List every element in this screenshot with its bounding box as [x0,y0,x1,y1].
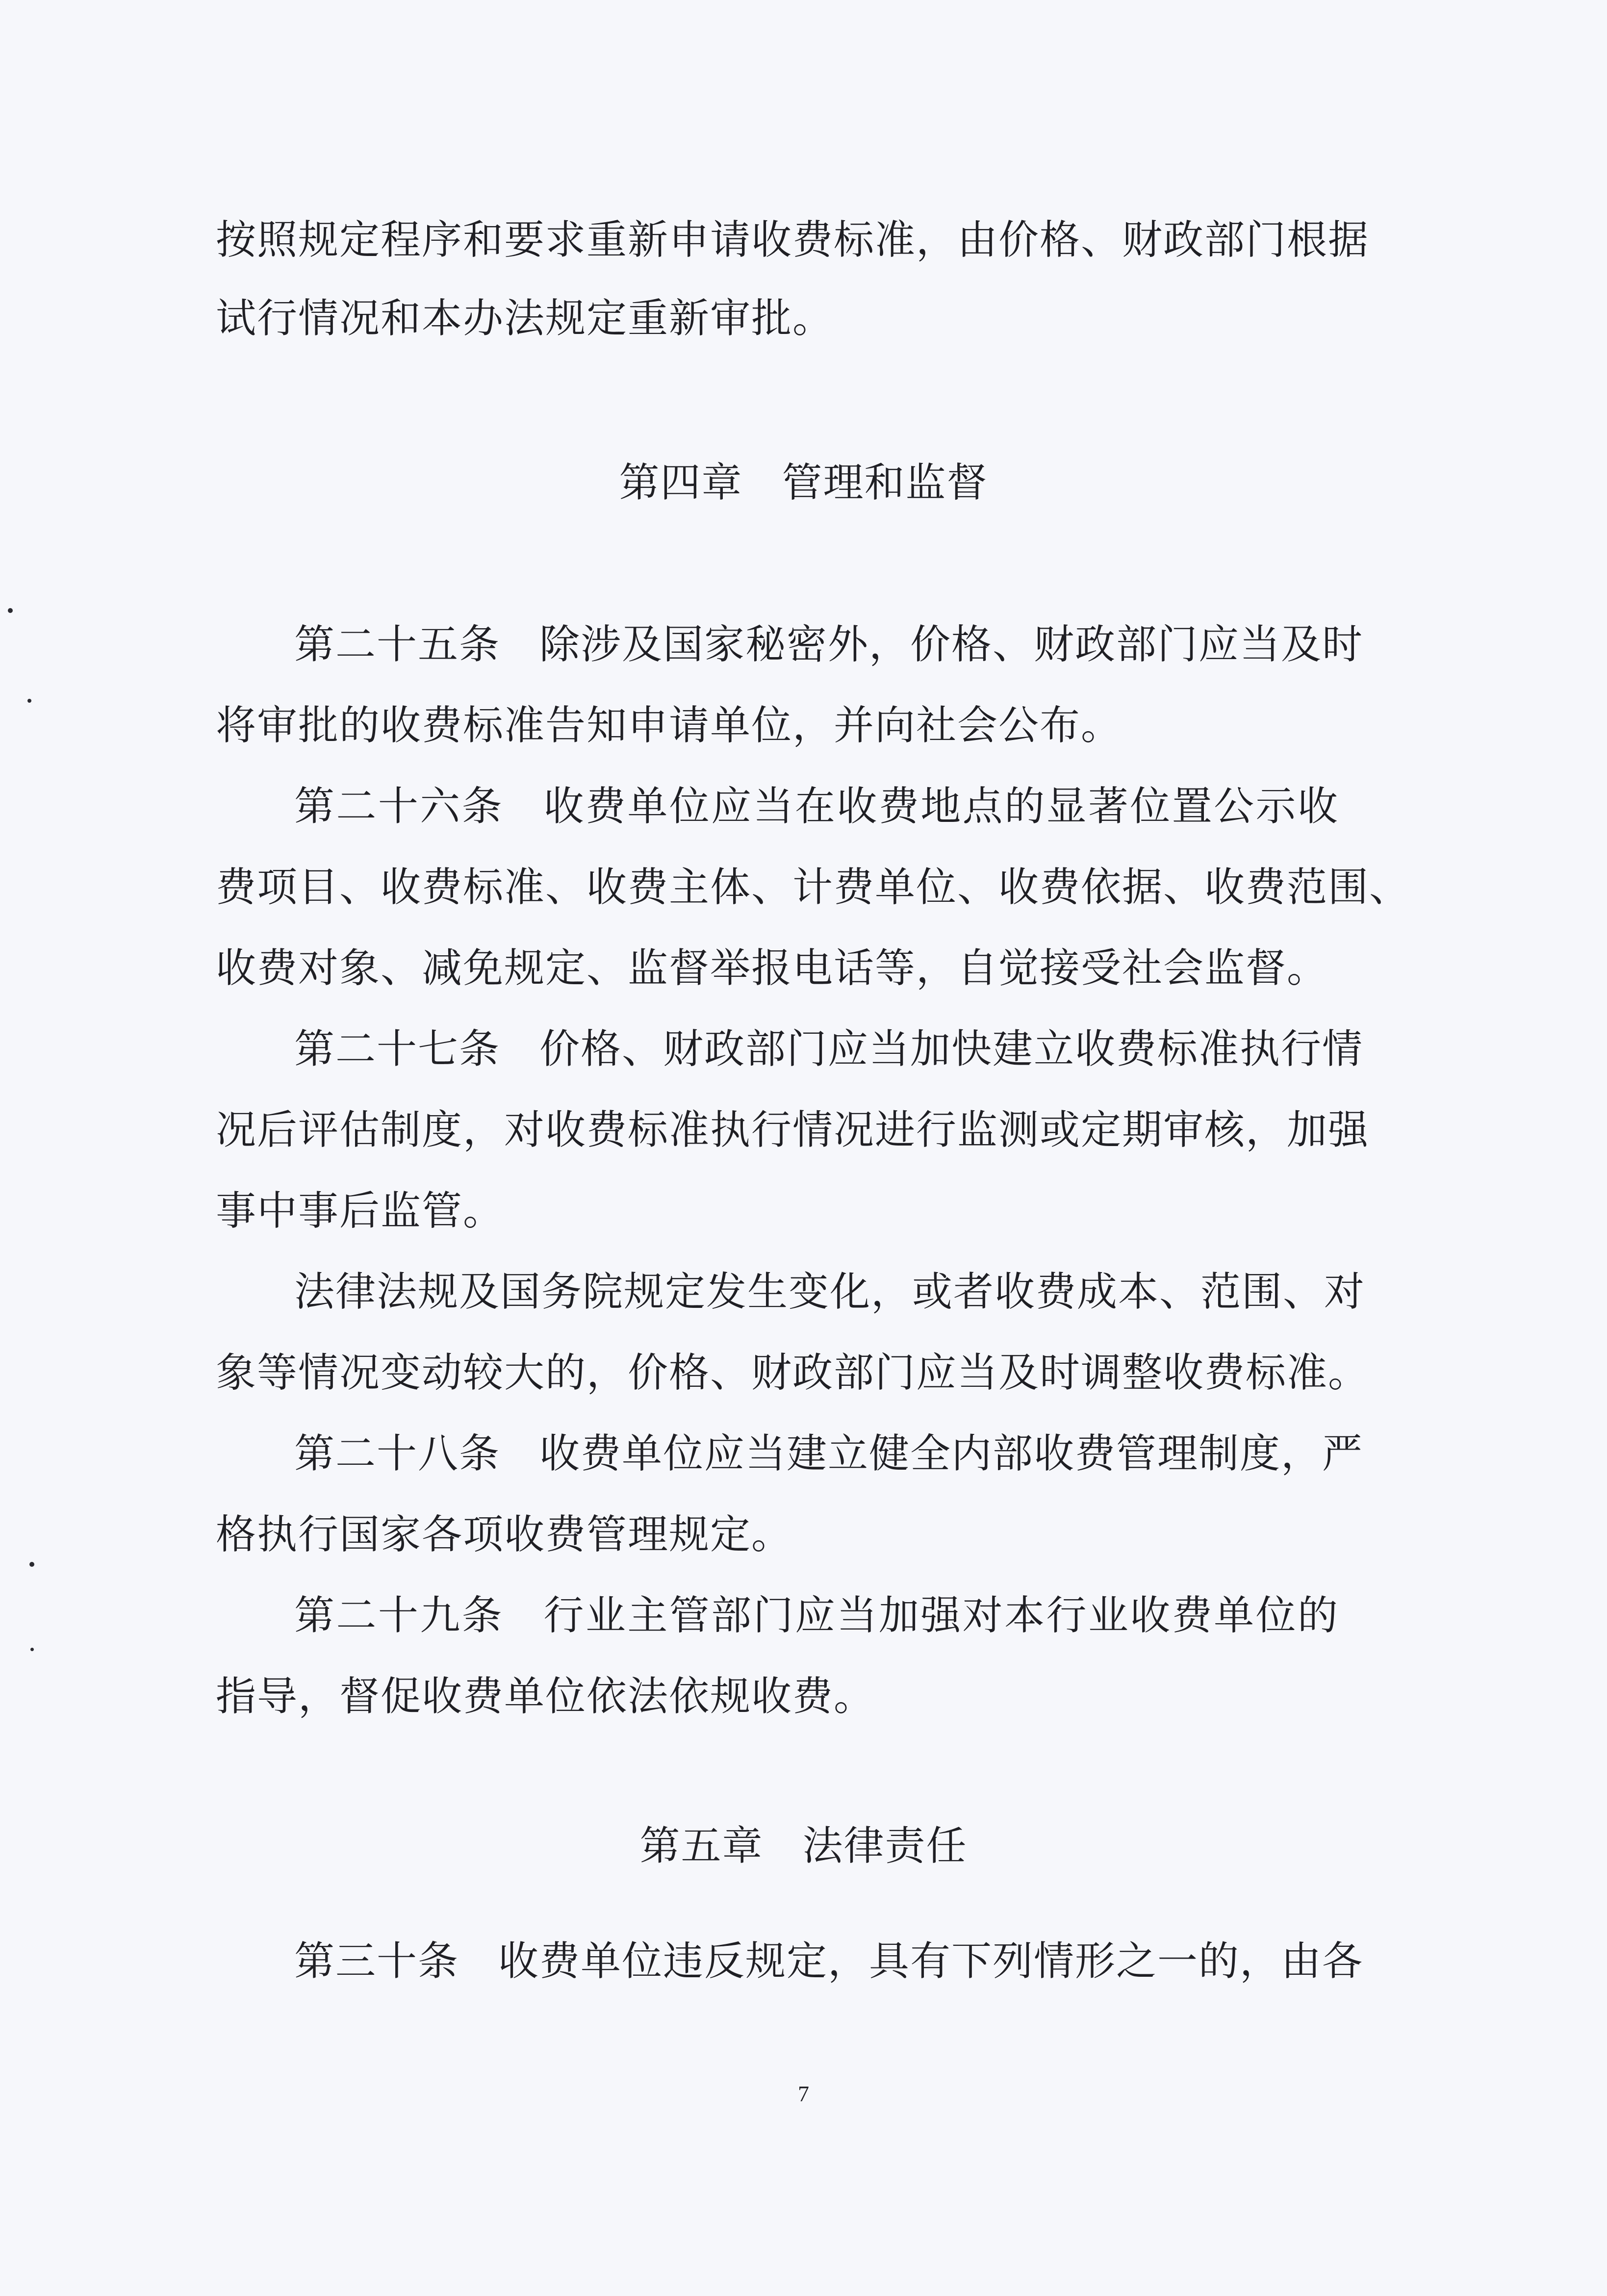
article-number: 第三十条 [294,1938,459,1985]
article-line: 收费对象、减免规定、监督举报电话等，自觉接受社会监督。 [216,945,1328,992]
chapter-number: 第四章 [619,459,743,506]
article-line: 事中事后监管。 [216,1188,505,1234]
article-line: 将审批的收费标准告知申请单位，并向社会公布。 [216,702,1122,749]
page-number: 7 [798,2081,809,2106]
article-line [294,620,1364,669]
scan-speck [29,1562,34,1567]
chapter-title: 法律责任 [802,1823,968,1869]
article-number: 第二十八条 [294,1430,501,1477]
chapter-number: 第五章 [639,1823,764,1869]
article-number: 第二十九条 [294,1592,504,1639]
article-line: 格执行国家各项收费管理规定。 [216,1511,793,1558]
article-text: 收费单位应当在收费地点的显著位置公示收 [543,783,1339,830]
article-line: 费项目、收费标准、收费主体、计费单位、收费依据、收费范围、 [216,864,1411,911]
scan-speck [27,699,31,703]
article-number: 第二十五条 [294,621,501,668]
paragraph-line: 按照规定程序和要求重新申请收费标准，由价格、财政部门根据 [216,217,1370,263]
article-line [294,782,1339,831]
article-number: 第二十六条 [294,783,504,830]
scan-speck [8,608,13,613]
article-text: 收费单位违反规定，具有下列情形之一的，由各 [498,1938,1364,1985]
article-line [294,1025,1364,1074]
article-line: 指导，督促收费单位依法依规收费。 [216,1673,875,1720]
article-line: 象等情况变动较大的，价格、财政部门应当及时调整收费标准。 [216,1350,1370,1396]
article-text: 行业主管部门应当加强对本行业收费单位的 [543,1592,1339,1639]
article-text: 价格、财政部门应当加快建立收费标准执行情 [539,1026,1364,1072]
scan-speck [30,1648,34,1651]
article-line: 况后评估制度，对收费标准执行情况进行监测或定期审核，加强 [216,1107,1370,1153]
chapter-heading [0,1822,1607,1871]
article-text: 收费单位应当建立健全内部收费管理制度，严 [539,1430,1364,1477]
article-line [294,1591,1339,1640]
paragraph-line: 试行情况和本办法规定重新审批。 [216,295,834,342]
article-number: 第二十七条 [294,1026,501,1072]
article-text: 除涉及国家秘密外，价格、财政部门应当及时 [539,621,1364,668]
chapter-title: 管理和监督 [782,459,988,506]
chapter-heading [0,459,1607,508]
article-line [294,1937,1364,1986]
article-line: 法律法规及国务院规定发生变化，或者收费成本、范围、对 [294,1269,1366,1315]
article-line [294,1429,1364,1479]
